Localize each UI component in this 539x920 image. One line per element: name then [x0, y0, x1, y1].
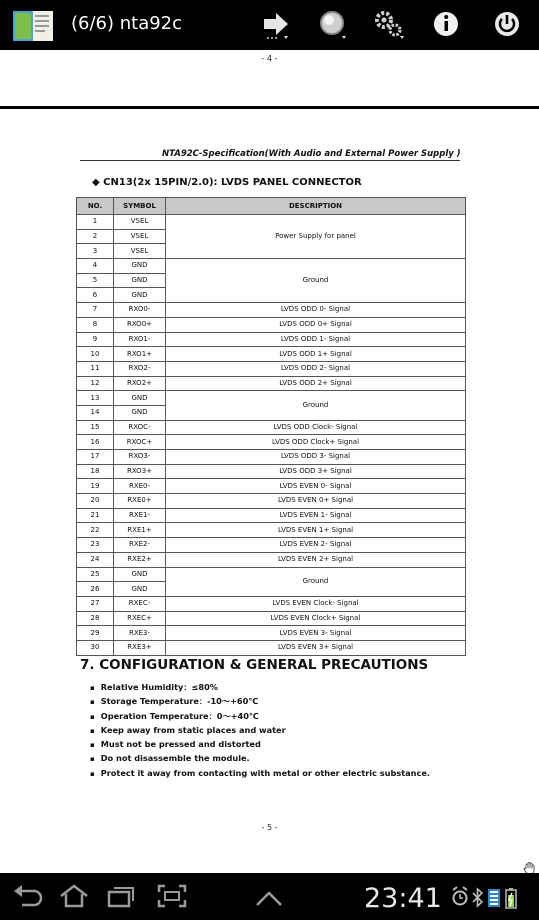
- pin-number-cell: 22: [77, 523, 114, 538]
- pin-symbol-cell: VSEL: [114, 244, 166, 259]
- precautions-list: [90, 680, 430, 780]
- config-heading: 7. CONFIGURATION & GENERAL PRECAUTIONS: [80, 657, 429, 673]
- table-row: [77, 596, 466, 611]
- table-row: [77, 508, 466, 523]
- pin-symbol-cell: GND: [114, 288, 166, 303]
- spec-header: NTA92C-Specification(With Audio and External Power Supply ): [162, 149, 461, 159]
- document-title: (6/6) nta92c: [71, 13, 183, 34]
- pin-description-cell: LVDS EVEN 2+ Signal: [166, 552, 466, 567]
- header-symbol: SYMBOL: [114, 198, 166, 215]
- pin-number-cell: 1: [77, 215, 114, 230]
- home-icon[interactable]: [58, 883, 90, 913]
- alarm-icon: [453, 887, 467, 905]
- power-icon[interactable]: [490, 8, 526, 42]
- page-number: - 5 -: [261, 823, 278, 832]
- pin-number-cell: 3: [77, 244, 114, 259]
- table-row: [77, 626, 466, 641]
- pin-number-cell: 15: [77, 420, 114, 435]
- pin-description-cell: Ground: [166, 567, 466, 596]
- pin-description-cell: LVDS EVEN 3+ Signal: [166, 640, 466, 655]
- table-row: [77, 479, 466, 494]
- pin-description-cell: LVDS ODD 3+ Signal: [166, 464, 466, 479]
- battery-icon: [506, 888, 516, 908]
- pin-description-cell: LVDS EVEN 0+ Signal: [166, 494, 466, 509]
- pin-description-cell: LVDS EVEN 0- Signal: [166, 479, 466, 494]
- pin-number-cell: 28: [77, 611, 114, 626]
- pin-symbol-cell: RXO2+: [114, 376, 166, 391]
- pin-description-cell: LVDS EVEN Clock- Signal: [166, 596, 466, 611]
- pin-number-cell: 11: [77, 361, 114, 376]
- pin-symbol-cell: RXOC-: [114, 420, 166, 435]
- pin-description-cell: LVDS ODD 0+ Signal: [166, 317, 466, 332]
- pin-symbol-cell: GND: [114, 405, 166, 420]
- settings-icon[interactable]: [372, 8, 408, 42]
- pin-number-cell: 17: [77, 450, 114, 465]
- status-icons[interactable]: [451, 885, 531, 911]
- pin-symbol-cell: RXE2+: [114, 552, 166, 567]
- menu-up-icon[interactable]: [253, 889, 285, 913]
- pin-number-cell: 19: [77, 479, 114, 494]
- pin-number-cell: 12: [77, 376, 114, 391]
- table-row: [77, 435, 466, 450]
- pin-description-cell: Ground: [166, 391, 466, 420]
- pin-number-cell: 16: [77, 435, 114, 450]
- table-row: [77, 523, 466, 538]
- header-rule: [80, 160, 460, 161]
- pin-symbol-cell: RXE0-: [114, 479, 166, 494]
- pin-description-cell: LVDS ODD 2- Signal: [166, 361, 466, 376]
- pin-number-cell: 14: [77, 405, 114, 420]
- table-row: [77, 347, 466, 362]
- pin-number-cell: 30: [77, 640, 114, 655]
- pin-description-cell: LVDS ODD 0- Signal: [166, 303, 466, 318]
- pin-number-cell: 26: [77, 582, 114, 597]
- pin-number-cell: 29: [77, 626, 114, 641]
- back-icon[interactable]: [12, 883, 44, 913]
- pin-symbol-cell: RXEC-: [114, 596, 166, 611]
- screenshot-icon[interactable]: [156, 883, 188, 913]
- pin-description-cell: Power Supply for panel: [166, 215, 466, 259]
- goto-page-icon[interactable]: [258, 8, 294, 42]
- book-app-icon[interactable]: [11, 9, 57, 43]
- pin-symbol-cell: GND: [114, 567, 166, 582]
- list-item: ▪ Relative Humidity：≤80%: [90, 680, 430, 694]
- table-row: [77, 420, 466, 435]
- recent-apps-icon[interactable]: [106, 883, 138, 913]
- header-description: DESCRIPTION: [166, 198, 466, 215]
- pin-symbol-cell: RXE0+: [114, 494, 166, 509]
- pin-number-cell: 6: [77, 288, 114, 303]
- pin-symbol-cell: VSEL: [114, 215, 166, 230]
- list-item: ▪ Keep away from static places and water: [90, 723, 430, 737]
- pin-description-cell: Ground: [166, 259, 466, 303]
- pin-symbol-cell: RXO0+: [114, 317, 166, 332]
- pin-description-cell: LVDS ODD 1- Signal: [166, 332, 466, 347]
- table-row: [77, 640, 466, 655]
- page-separator: [0, 106, 539, 109]
- bluetooth-icon: [473, 889, 482, 906]
- pin-symbol-cell: RXO0-: [114, 303, 166, 318]
- table-row: [77, 317, 466, 332]
- list-item: ▪ Must not be pressed and distorted: [90, 737, 430, 751]
- list-item: ▪ Operation Temperature：0～+40℃: [90, 709, 430, 723]
- table-row: [77, 259, 466, 274]
- pin-symbol-cell: RXE3+: [114, 640, 166, 655]
- pin-symbol-cell: RXO3-: [114, 450, 166, 465]
- table-row: [77, 552, 466, 567]
- info-icon[interactable]: [430, 8, 466, 42]
- pin-symbol-cell: VSEL: [114, 229, 166, 244]
- pin-number-cell: 10: [77, 347, 114, 362]
- pin-table: [76, 197, 466, 656]
- pin-description-cell: LVDS EVEN 1+ Signal: [166, 523, 466, 538]
- pin-number-cell: 23: [77, 538, 114, 553]
- pin-description-cell: LVDS ODD 2+ Signal: [166, 376, 466, 391]
- pin-symbol-cell: GND: [114, 259, 166, 274]
- pin-symbol-cell: RXE1-: [114, 508, 166, 523]
- pin-symbol-cell: RXOC+: [114, 435, 166, 450]
- top-action-bar: [0, 0, 539, 50]
- pin-number-cell: 8: [77, 317, 114, 332]
- pin-number-cell: 20: [77, 494, 114, 509]
- pin-number-cell: 13: [77, 391, 114, 406]
- pin-symbol-cell: RXE2-: [114, 538, 166, 553]
- pin-description-cell: LVDS EVEN 3- Signal: [166, 626, 466, 641]
- pin-symbol-cell: GND: [114, 273, 166, 288]
- table-row: [77, 215, 466, 230]
- table-row: [77, 464, 466, 479]
- pin-number-cell: 27: [77, 596, 114, 611]
- table-row: [77, 361, 466, 376]
- table-row: [77, 494, 466, 509]
- table-row: [77, 567, 466, 582]
- section-heading: ◆ CN13(2x 15PIN/2.0): LVDS PANEL CONNECTOR: [92, 177, 362, 188]
- pin-number-cell: 7: [77, 303, 114, 318]
- pin-symbol-cell: RXO1+: [114, 347, 166, 362]
- pin-symbol-cell: RXO3+: [114, 464, 166, 479]
- pin-symbol-cell: RXO1-: [114, 332, 166, 347]
- pin-number-cell: 5: [77, 273, 114, 288]
- pin-description-cell: LVDS ODD Clock+ Signal: [166, 435, 466, 450]
- previous-page-number: - 4 -: [261, 54, 278, 63]
- table-row: [77, 376, 466, 391]
- pin-symbol-cell: RXEC+: [114, 611, 166, 626]
- pin-number-cell: 21: [77, 508, 114, 523]
- table-header-row: [77, 198, 466, 215]
- pin-number-cell: 24: [77, 552, 114, 567]
- table-row: [77, 391, 466, 406]
- pin-number-cell: 4: [77, 259, 114, 274]
- pin-symbol-cell: RXE3-: [114, 626, 166, 641]
- search-icon[interactable]: [316, 8, 352, 42]
- signal-icon: [488, 889, 500, 907]
- table-row: [77, 332, 466, 347]
- pin-number-cell: 25: [77, 567, 114, 582]
- list-item: ▪ Do not disassemble the module.: [90, 751, 430, 765]
- pin-symbol-cell: RXE1+: [114, 523, 166, 538]
- table-row: [77, 611, 466, 626]
- pin-description-cell: LVDS EVEN 1- Signal: [166, 508, 466, 523]
- pin-symbol-cell: GND: [114, 391, 166, 406]
- header-no: NO.: [77, 198, 114, 215]
- pin-symbol-cell: GND: [114, 582, 166, 597]
- pin-description-cell: LVDS EVEN 2- Signal: [166, 538, 466, 553]
- pin-description-cell: LVDS ODD 1+ Signal: [166, 347, 466, 362]
- pin-number-cell: 2: [77, 229, 114, 244]
- pin-description-cell: LVDS ODD Clock- Signal: [166, 420, 466, 435]
- table-row: [77, 303, 466, 318]
- table-row: [77, 538, 466, 553]
- pin-symbol-cell: RXO2-: [114, 361, 166, 376]
- clock: 23:41: [364, 883, 442, 914]
- system-nav-bar: [0, 873, 539, 920]
- pin-description-cell: LVDS EVEN Clock+ Signal: [166, 611, 466, 626]
- pin-number-cell: 9: [77, 332, 114, 347]
- pin-description-cell: LVDS ODD 3- Signal: [166, 450, 466, 465]
- list-item: ▪ Storage Temperature：-10～+60℃: [90, 694, 430, 708]
- list-item: ▪ Protect it away from contacting with metal or other electric substance.: [90, 766, 430, 780]
- pin-number-cell: 18: [77, 464, 114, 479]
- table-row: [77, 450, 466, 465]
